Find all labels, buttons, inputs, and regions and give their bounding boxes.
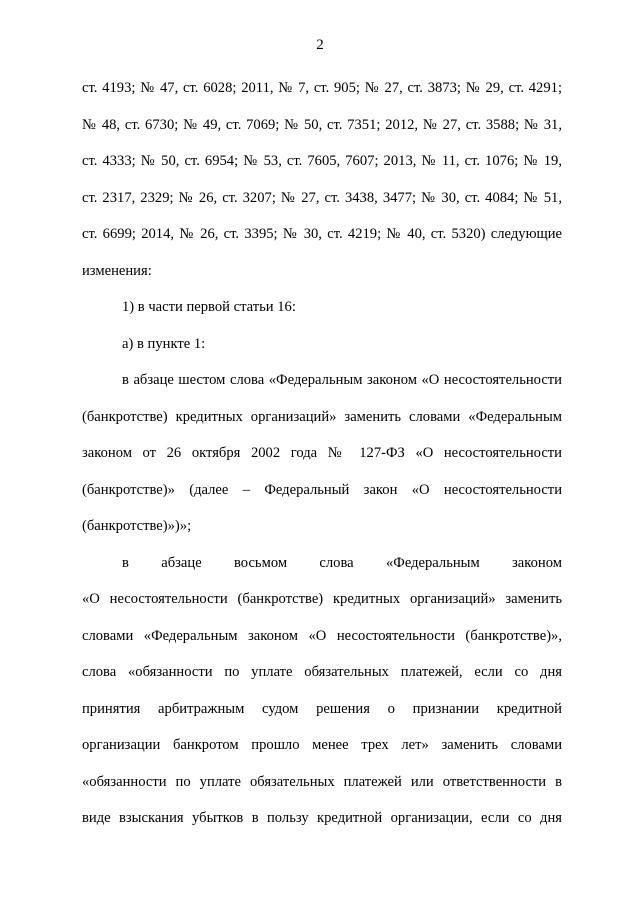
- text-line: ст. 4193; № 47, ст. 6028; 2011, № 7, ст. 905; № 27, ст. 3873; № 29, ст. 4291;: [82, 80, 562, 96]
- text-line: (банкротстве)»)»;: [82, 518, 192, 534]
- text-line: организации банкротом прошло менее трех лет» заменить словами: [82, 737, 562, 753]
- document-body: [82, 70, 562, 837]
- text-line: изменения:: [82, 262, 152, 279]
- text-line: принятия арбитражным судом решения о признании кредитной: [82, 700, 562, 717]
- text-line: (банкротстве)» (далее – Федеральный закон «О несостоятельности: [82, 481, 562, 498]
- text-line: «обязанности по уплате обязательных платежей или ответственности в: [82, 773, 562, 790]
- page-number: 2: [316, 37, 324, 53]
- text-line: ст. 6699; 2014, № 26, ст. 3395; № 30, ст. 4219; № 40, ст. 5320) следующие: [82, 226, 562, 242]
- text-line: виде взыскания убытков в пользу кредитной организации, если со дня: [82, 810, 562, 826]
- text-line: законом от 26 октября 2002 года № 127-ФЗ «О несостоятельности: [82, 445, 562, 461]
- text-line: в абзаце восьмом слова «Федеральным законом: [122, 554, 562, 571]
- text-line: № 48, ст. 6730; № 49, ст. 7069; № 50, ст. 7351; 2012, № 27, ст. 3588; № 31,: [82, 116, 562, 133]
- text-line: а) в пункте 1:: [122, 335, 206, 352]
- text-line: 1) в части первой статьи 16:: [122, 299, 296, 315]
- text-line: (банкротстве) кредитных организаций» заменить словами «Федеральным: [82, 408, 562, 425]
- text-line: слова «обязанности по уплате обязательных платежей, если со дня: [82, 664, 562, 680]
- text-line: «О несостоятельности (банкротстве) кредитных организаций» заменить: [82, 591, 562, 607]
- text-line: ст. 2317, 2329; № 26, ст. 3207; № 27, ст. 3438, 3477; № 30, ст. 4084; № 51,: [82, 189, 562, 206]
- text-line: в абзаце шестом слова «Федеральным законом «О несостоятельности: [122, 372, 562, 388]
- text-line: словами «Федеральным законом «О несостоятельности (банкротстве)»,: [82, 627, 562, 644]
- text-line: ст. 4333; № 50, ст. 6954; № 53, ст. 7605, 7607; 2013, № 11, ст. 1076; № 19,: [82, 153, 562, 169]
